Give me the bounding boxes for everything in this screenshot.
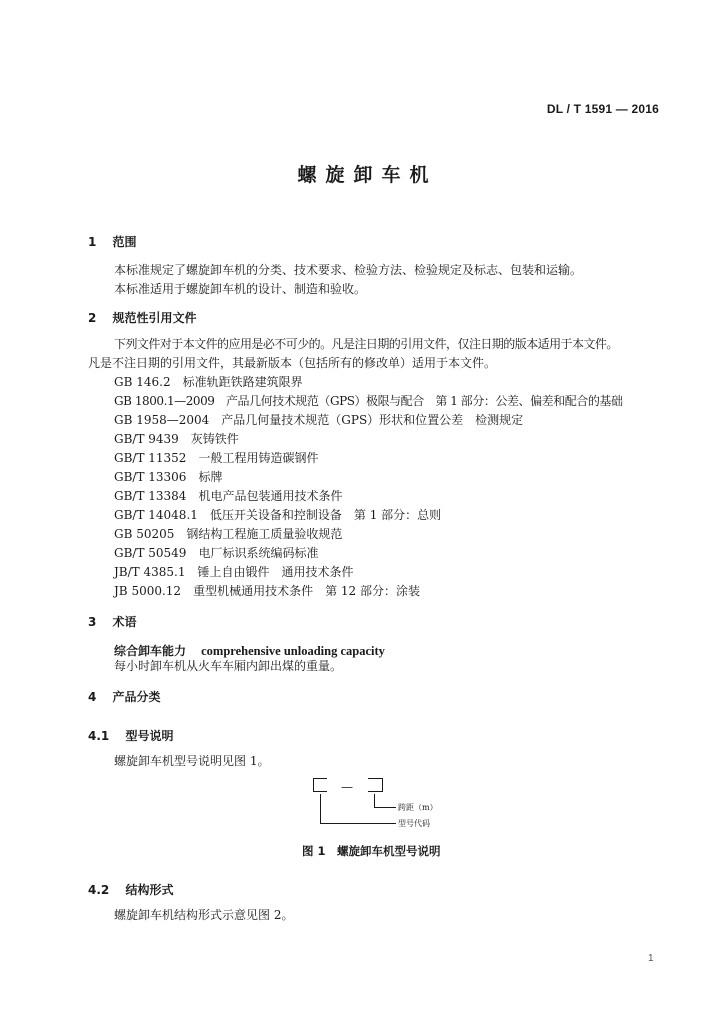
- section-1-para-1: 本标准规定了螺旋卸车机的分类、技术要求、检验方法、检验规定及标志、包装和运输。: [114, 263, 583, 277]
- standard-code: DL / T 1591 — 2016: [546, 102, 659, 116]
- section-number: 1: [88, 235, 97, 249]
- box-left-top: [313, 778, 327, 779]
- figure-1-caption: 图 1 螺旋卸车机型号说明: [302, 844, 441, 858]
- reference-item: GB 50205 钢结构工程施工质量验收规范: [114, 527, 343, 541]
- section-2-heading: [88, 309, 197, 326]
- section-title: 术语: [112, 615, 137, 629]
- term-definition: 每小时卸车机从火车车厢内卸出煤的重量。: [114, 659, 343, 673]
- term-chinese: 综合卸车能力: [114, 644, 187, 658]
- section-2-intro-line-2: 凡是不注日期的引用文件，其最新版本（包括所有的修改单）适用于本文件。: [88, 356, 497, 370]
- label-span: 跨距（m）: [398, 803, 438, 812]
- reference-item: JB/T 4385.1 锤上自由锻件 通用技术条件: [114, 565, 354, 579]
- section-2-intro-line-1: 下列文件对于本文件的应用是必不可少的。凡是注日期的引用文件，仅注日期的版本适用于本文件。: [114, 337, 618, 351]
- section-title: 型号说明: [125, 729, 174, 743]
- section-number: 4: [88, 690, 97, 704]
- reference-item: GB 1958—2004 产品几何量技术规范（GPS）形状和位置公差 检测规定: [114, 413, 524, 427]
- box-left-bottom: [313, 791, 327, 792]
- section-4-heading: [88, 688, 161, 705]
- section-number: 4.1: [88, 729, 110, 743]
- section-number: 4.2: [88, 883, 110, 897]
- leader-code-vertical: [320, 794, 321, 823]
- page-number: 1: [648, 953, 654, 964]
- section-title: 结构形式: [125, 883, 174, 897]
- term-entry: [114, 640, 385, 659]
- section-title: 范围: [112, 235, 137, 249]
- subsection-4-1-heading: [88, 727, 173, 744]
- subsection-4-2-text: 螺旋卸车机结构形式示意见图 2。: [114, 908, 294, 922]
- reference-item: GB/T 14048.1 低压开关设备和控制设备 第 1 部分：总则: [114, 508, 442, 522]
- reference-item: GB/T 13306 标牌: [114, 470, 223, 484]
- term-english: comprehensive unloading capacity: [201, 644, 385, 658]
- section-1-para-2: 本标准适用于螺旋卸车机的设计、制造和验收。: [114, 282, 367, 296]
- subsection-4-1-text: 螺旋卸车机型号说明见图 1。: [114, 754, 270, 768]
- box-left-side: [313, 778, 314, 791]
- box-right-side: [382, 778, 383, 791]
- subsection-4-2-heading: [88, 881, 173, 898]
- label-code: 型号代码: [398, 819, 430, 828]
- leader-span-horizontal: [374, 807, 396, 808]
- leader-code-horizontal: [320, 823, 396, 824]
- section-title: 产品分类: [112, 690, 161, 704]
- reference-item: GB/T 9439 灰铸铁件: [114, 432, 239, 446]
- reference-item: GB/T 11352 一般工程用铸造碳钢件: [114, 451, 319, 465]
- leader-span-vertical: [374, 794, 375, 807]
- section-number: 2: [88, 311, 97, 325]
- section-title: 规范性引用文件: [112, 311, 197, 325]
- reference-item: JB 5000.12 重型机械通用技术条件 第 12 部分：涂装: [114, 584, 420, 598]
- designation-dash: —: [341, 780, 353, 794]
- section-number: 3: [88, 615, 97, 629]
- box-right-bottom: [368, 791, 383, 792]
- section-1-heading: [88, 233, 137, 250]
- section-3-heading: [88, 613, 137, 630]
- reference-item: GB/T 50549 电厂标识系统编码标准: [114, 546, 319, 560]
- box-right-top: [368, 778, 382, 779]
- reference-item: GB 146.2 标准轨距铁路建筑限界: [114, 375, 303, 389]
- reference-item: GB 1800.1—2009 产品几何技术规范（GPS）极限与配合 第 1 部分：公差、偏差和配合的基础: [114, 394, 623, 408]
- document-title: 螺旋卸车机: [297, 164, 438, 186]
- reference-item: GB/T 13384 机电产品包装通用技术条件: [114, 489, 343, 503]
